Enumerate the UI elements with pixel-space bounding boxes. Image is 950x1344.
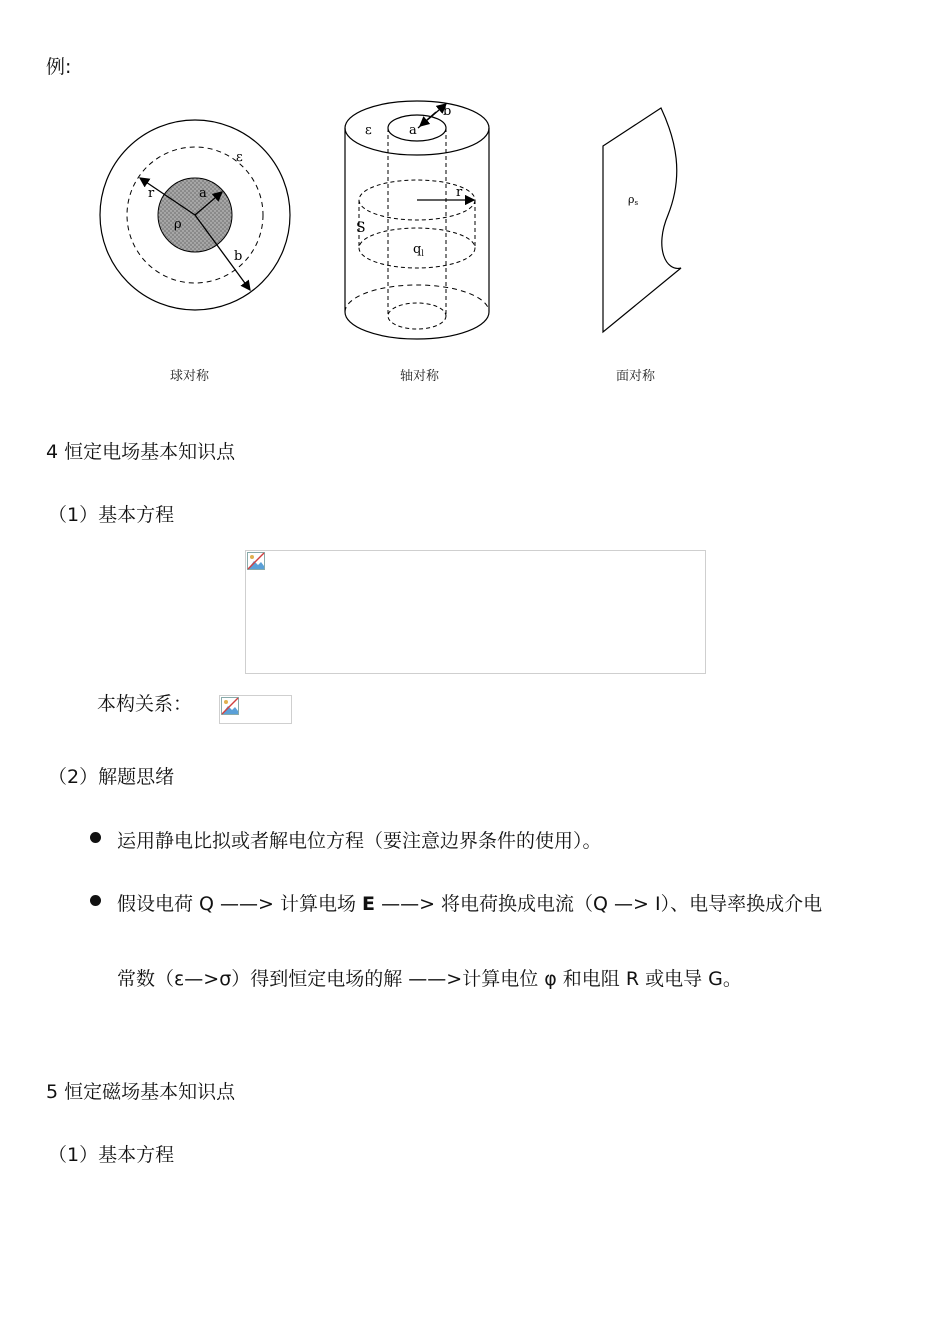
broken-image-icon [221, 697, 239, 715]
bullet-dot [90, 895, 101, 906]
example-label: 例: [46, 56, 72, 78]
equation-image-placeholder [245, 550, 706, 674]
sphere-rho-label: ρ [174, 217, 182, 232]
cyl-s-label: S [356, 220, 366, 236]
sphere-figure [100, 120, 290, 310]
cyl-r-label: r [456, 185, 463, 200]
section5-sub1: （1）基本方程 [48, 1144, 175, 1166]
broken-image-icon [247, 552, 265, 570]
section4-sub1: （1）基本方程 [48, 504, 175, 526]
cyl-a-label: a [409, 123, 417, 138]
bullet1-text: 运用静电比拟或者解电位方程（要注意边界条件的使用）。 [117, 830, 602, 852]
section4-title: 4 恒定电场基本知识点 [46, 441, 236, 463]
cylinder-caption: 轴对称 [400, 369, 440, 384]
section5-title: 5 恒定磁场基本知识点 [46, 1081, 236, 1103]
plane-rho-label: ρs [628, 193, 639, 207]
sphere-b-label: b [234, 249, 243, 264]
bullet2-bold-e: E [362, 893, 376, 915]
bullet2-part2: ——> 将电荷换成电流（Q —> I）、电导率换成介电 [375, 893, 823, 915]
cyl-radius-a-arrow [420, 112, 436, 126]
bullet-dot [90, 832, 101, 843]
sphere-r-label: r [148, 186, 155, 201]
charged-plane [603, 108, 681, 332]
constitutive-label: 本构关系： [97, 693, 193, 715]
cyl-eps-label: ε [365, 123, 372, 138]
section4-sub2: （2）解题思绪 [48, 766, 175, 788]
sphere-caption: 球对称 [170, 369, 210, 384]
cyl-b-label: b [443, 104, 452, 119]
plane-caption: 面对称 [616, 369, 656, 384]
cylinder-top-inner [388, 115, 446, 141]
plane-figure [603, 108, 681, 332]
constitutive-image-placeholder [219, 695, 292, 724]
cylinder-figure [345, 101, 489, 339]
sphere-a-label: a [199, 186, 207, 201]
sphere-eps-label: ε [236, 150, 243, 165]
cyl-q-label: $q_l$ [413, 242, 424, 258]
bullet2-line2: 常数（ε—>σ）得到恒定电场的解 ——>计算电位 φ 和电阻 R 或电导 G。 [117, 968, 742, 990]
bullet2-part1: 假设电荷 Q ——> 计算电场 [117, 893, 363, 915]
bullet2-line1 [117, 889, 822, 916]
symmetry-figures [0, 0, 950, 400]
